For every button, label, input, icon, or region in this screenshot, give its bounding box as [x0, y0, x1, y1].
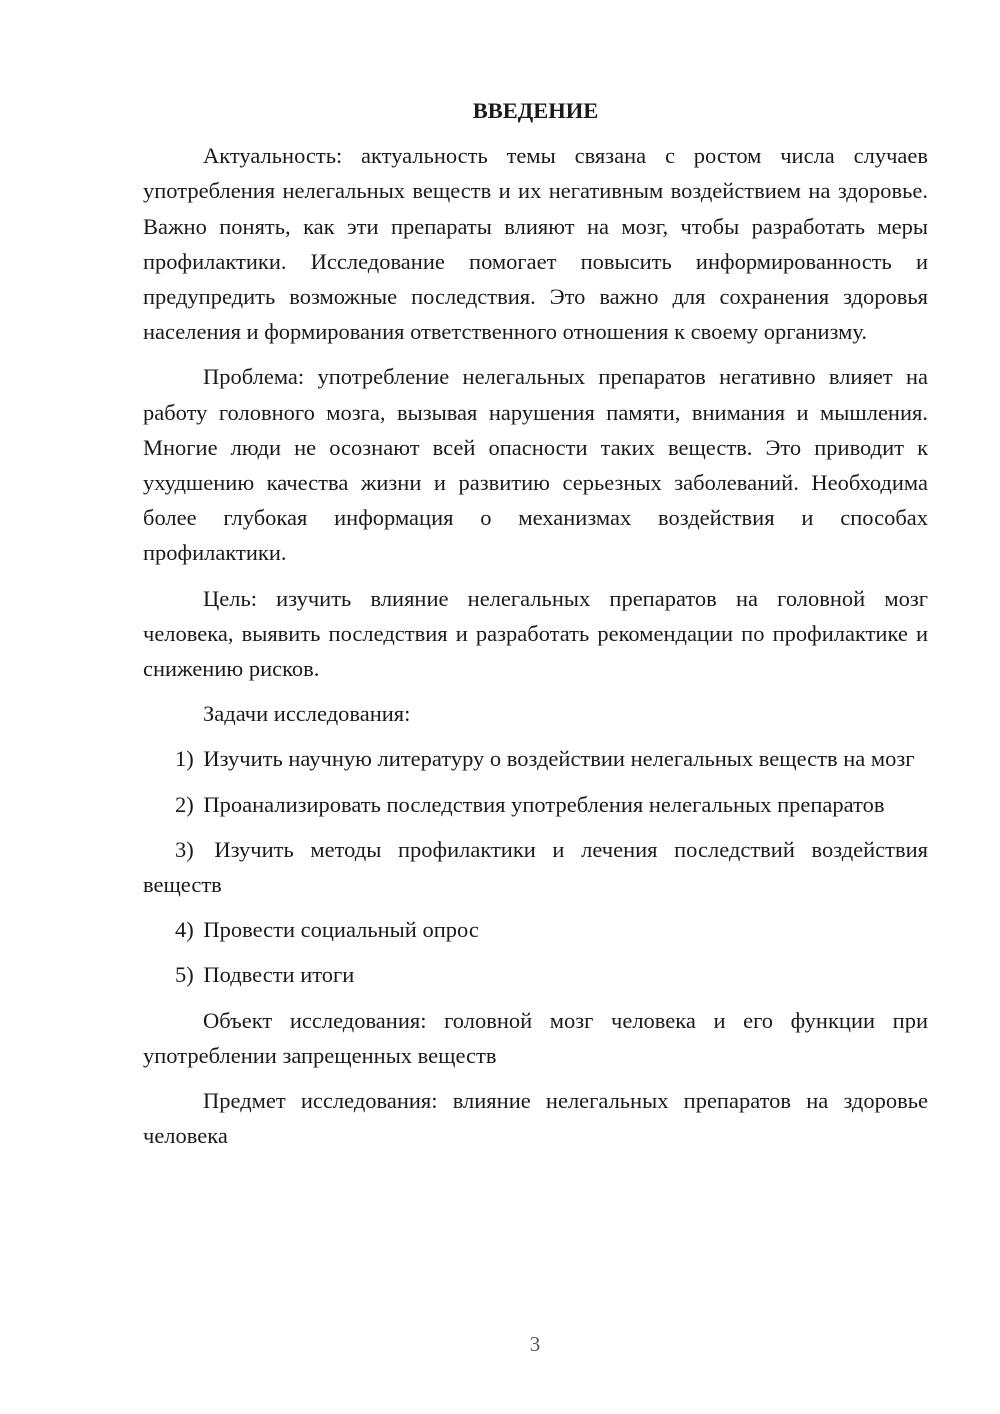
task-number: 4) [175, 917, 194, 943]
paragraph-object: Объект исследования: головной мозг человека и его функции при употреблении запрещенных веществ [143, 1007, 928, 1068]
page-content [143, 93, 928, 1163]
page-title: ВВЕДЕНИЕ [472, 98, 599, 123]
paragraph-subject: Предмет исследования: влияние нелегальных препаратов на здоровье человека [143, 1088, 928, 1149]
task-text: Провести социальный опрос [203, 917, 479, 943]
task-text: Изучить методы профилактики и лечения последствий воздействия веществ [143, 836, 928, 898]
task-number: 2) [175, 791, 194, 817]
paragraph-problem: Проблема: употребление нелегальных препаратов негативно влияет на работу головного мозга, вызывая нарушения памяти, внимания и мышления. Многие люди не осознают всей опасности таких веществ. Это приводит к ухудшению качества жизни и развитию серьезных заболеваний. Необходима более глубокая информация о механизмах воздействия и способах профилактики. [143, 364, 928, 566]
task-number: 3) [175, 836, 194, 862]
paragraph-goal: Цель: изучить влияние нелегальных препаратов на головной мозг человека, выявить последствия и разработать рекомендации по профилактике и снижению рисков. [143, 585, 928, 682]
task-text: Изучить научную литературу о воздействии нелегальных веществ на мозг [203, 746, 915, 772]
task-item [143, 741, 928, 776]
task-number: 1) [175, 746, 194, 772]
task-item [143, 957, 928, 992]
task-item [143, 912, 928, 947]
task-text: Подвести итоги [203, 962, 355, 988]
paragraph-relevance: Актуальность: актуальность темы связана с ростом числа случаев употребления нелегальных веществ и их негативным воздействием на здоровье. Важно понять, как эти препараты влияют на мозг, чтобы разработать меры профилактики. Исследование помогает повысить информированность и предупредить возможные последствия. Это важно для сохранения здоровья населения и формирования ответственного отношения к своему организму. [143, 143, 928, 345]
task-item [143, 787, 928, 822]
task-number: 5) [175, 962, 194, 988]
task-text: Проанализировать последствия употребления нелегальных препаратов [203, 791, 885, 817]
page-number: 3 [529, 1332, 541, 1356]
task-item [143, 832, 928, 902]
paragraph-tasks-heading: Задачи исследования: [203, 701, 411, 727]
